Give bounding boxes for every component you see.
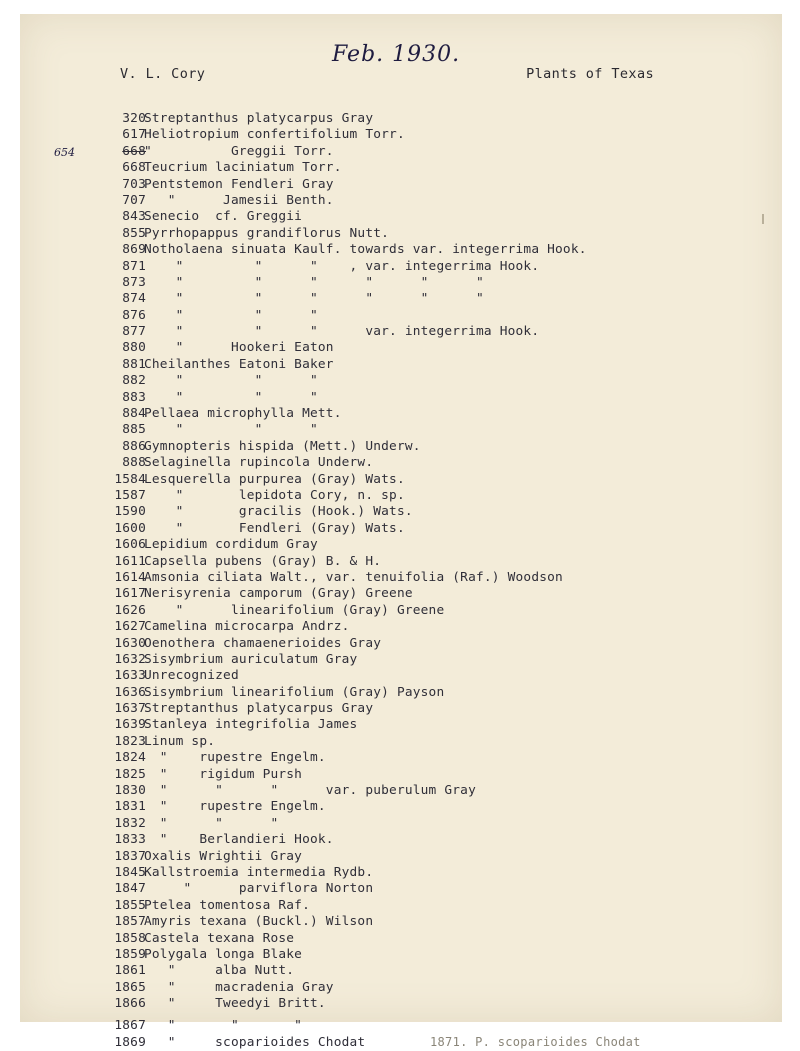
list-item [20,242,782,258]
collection-number: 1600 [114,520,146,536]
collection-number: 1832 [114,815,146,831]
species-name: " " " [144,389,318,405]
list-item [20,734,782,750]
list-item [20,996,782,1012]
species-name: Nerisyrenia camporum (Gray) Greene [144,586,413,602]
list-item [20,472,782,488]
collection-number: 1590 [114,504,146,520]
document-title: Plants of Texas [526,66,654,82]
collection-number: 1636 [114,684,146,700]
list-item [20,521,782,537]
list-item [20,275,782,291]
collection-number: 843 [122,209,146,225]
species-name: Heliotropium confertifolium Torr. [144,127,405,143]
species-name: Castela texana Rose [144,930,295,946]
list-item [20,111,782,127]
list-item [20,652,782,668]
species-name: " parviflora Norton [144,881,374,897]
species-name: " Fendleri (Gray) Wats. [144,520,405,536]
species-name: " " " " " " [144,291,484,307]
collection-number: 1824 [114,750,146,766]
collection-number: 703 [122,176,146,192]
list-item [20,340,782,356]
species-name: Selaginella rupincola Underw. [144,455,374,471]
collection-number: 1630 [114,635,146,651]
list-item [20,586,782,602]
collection-number: 1857 [114,914,146,930]
species-name: Oenothera chamaenerioides Gray [144,635,382,651]
list-item [20,849,782,865]
collection-number: 1626 [114,602,146,618]
species-name: Sisymbrium auriculatum Gray [144,651,358,667]
collection-number: 855 [122,225,146,241]
list-item [20,209,782,225]
species-name: Stanleya integrifolia James [144,717,358,733]
list-item [20,504,782,520]
collection-number: 1825 [114,766,146,782]
collection-number: 1866 [114,996,146,1012]
collection-number: 881 [122,356,146,372]
species-name: " " " var. puberulum Gray [144,783,476,799]
list-item [20,537,782,553]
species-name: Ptelea tomentosa Raf. [144,897,310,913]
species-name: Camelina microcarpa Andrz. [144,619,350,635]
collection-number: 1637 [114,701,146,717]
collection-number: 1617 [114,586,146,602]
list-item [20,963,782,979]
collection-number: 877 [122,324,146,340]
collection-number: 871 [122,258,146,274]
collection-number: 707 [122,192,146,208]
list-item [20,259,782,275]
list-item [20,636,782,652]
list-item [20,406,782,422]
list-item [20,1018,782,1034]
collection-number: 885 [122,422,146,438]
list-item [20,668,782,684]
list-item [20,373,782,389]
species-name: Pellaea microphylla Mett. [144,406,342,422]
species-name: " Tweedyi Britt. [144,996,326,1012]
species-name: Streptanthus platycarpus Gray [144,701,374,717]
species-name: " Greggii Torr. [144,143,334,159]
collection-number: 876 [122,307,146,323]
collection-number: 668 [122,160,146,176]
species-name: " " " [144,373,318,389]
list-item [20,324,782,340]
species-name: Sisymbrium linearifolium (Gray) Payson [144,684,445,700]
species-name: " gracilis (Hook.) Wats. [144,504,413,520]
species-name: Gymnopteris hispida (Mett.) Underw. [144,438,421,454]
species-name: Senecio cf. Greggii [144,209,303,225]
collection-number: 883 [122,389,146,405]
species-name: " " " var. integerrima Hook. [144,324,540,340]
collection-number: 1587 [114,487,146,503]
species-name: Oxalis Wrightii Gray [144,848,303,864]
species-name: " " " [144,815,279,831]
collection-number: 888 [122,455,146,471]
collection-number: 886 [122,438,146,454]
collection-number: 1831 [114,799,146,815]
list-item [20,226,782,242]
list-item [20,554,782,570]
collection-number: 1614 [114,569,146,585]
list-item [20,701,782,717]
list-item [20,881,782,897]
collection-number: 874 [122,291,146,307]
list-item [20,1035,782,1051]
collection-number: 668 [122,143,146,159]
collection-number: 320 [122,111,146,126]
species-name: Unrecognized [144,668,239,684]
collection-number: 1830 [114,783,146,799]
collection-number: 1833 [114,832,146,848]
list-item [20,308,782,324]
collection-number: 1869 [114,1034,146,1050]
collection-number: 1858 [114,930,146,946]
list-item [20,947,782,963]
species-name: " Hookeri Eaton [144,340,334,356]
collection-number: 873 [122,274,146,290]
species-name: " Jamesii Benth. [144,192,334,208]
species-name: Pyrrhopappus grandiflorus Nutt. [144,225,390,241]
species-name: " " " [144,307,318,323]
collection-number: 1627 [114,619,146,635]
collector-name: V. L. Cory [120,66,206,82]
species-name: " " " , var. integerrima Hook. [144,258,540,274]
list-item [20,193,782,209]
species-name: Capsella pubens (Gray) B. & H. [144,553,382,569]
species-name: Teucrium laciniatum Torr. [144,160,342,176]
list-item [20,127,782,143]
collection-number: 884 [122,406,146,422]
list-item [20,422,782,438]
collection-number: 1837 [114,848,146,864]
species-name: Linum sp. [144,733,216,749]
species-name: " alba Nutt. [144,963,295,979]
species-name: Kallstroemia intermedia Rydb. [144,864,374,880]
species-name: " " " [144,422,318,438]
collection-number: 1861 [114,963,146,979]
species-name: Pentstemon Fendleri Gray [144,176,334,192]
collection-number: 1611 [114,553,146,569]
collection-number: 617 [122,127,146,143]
list-item [20,865,782,881]
document-sheet [20,14,782,1050]
list-item [20,750,782,766]
species-name: Lesquerella purpurea (Gray) Wats. [144,471,405,487]
collection-number: 882 [122,373,146,389]
collection-number: 1867 [114,1018,146,1034]
collection-number: 1823 [114,733,146,749]
species-name: Amyris texana (Buckl.) Wilson [144,914,374,930]
list-item [20,931,782,947]
list-item [20,832,782,848]
species-name: Lepidium cordidum Gray [144,537,318,553]
list-item [20,455,782,471]
collection-number: 1847 [114,881,146,897]
specimen-list [20,111,782,1051]
species-name: " rigidum Pursh [144,766,303,782]
species-name: " rupestre Engelm. [144,750,326,766]
list-item [20,291,782,307]
margin-number: 654 [54,145,75,159]
species-name: " " " [144,1018,303,1034]
collection-number: 1632 [114,651,146,667]
species-name: Streptanthus platycarpus Gray [144,111,374,126]
list-item [20,783,782,799]
list-item [20,717,782,733]
collection-number: 1845 [114,864,146,880]
list-item [20,980,782,996]
collection-number: 1633 [114,668,146,684]
list-item [20,898,782,914]
list-item [20,685,782,701]
species-name: " macradenia Gray [144,979,334,995]
collection-number: 1584 [114,471,146,487]
species-name: Amsonia ciliata Walt., var. tenuifolia (Raf.) Woodson [144,569,563,585]
faint-note: 1871. P. scoparioides Chodat [430,1034,641,1049]
collection-number: 869 [122,242,146,258]
collection-number: 1855 [114,897,146,913]
collection-number: 880 [122,340,146,356]
list-item [20,570,782,586]
species-name: " scoparioides Chodat [144,1034,366,1050]
list-item [20,767,782,783]
list-item [20,160,782,176]
collection-number: 1859 [114,946,146,962]
list-item [20,619,782,635]
list-item [20,177,782,193]
list-item [20,390,782,406]
species-name: Polygala longa Blake [144,946,303,962]
list-item [20,144,782,160]
species-name: " lepidota Cory, n. sp. [144,487,405,503]
species-name: " rupestre Engelm. [144,799,326,815]
collection-number: 1865 [114,979,146,995]
species-name: Cheilanthes Eatoni Baker [144,356,334,372]
list-item [20,914,782,930]
list-item [20,603,782,619]
list-item [20,439,782,455]
collection-number: 1606 [114,537,146,553]
list-item [20,816,782,832]
species-name: " linearifolium (Gray) Greene [144,602,445,618]
list-item [20,357,782,373]
species-name: " Berlandieri Hook. [144,832,334,848]
handwritten-date: Feb. 1930. [332,42,461,67]
species-name: " " " " " " [144,274,484,290]
species-name: Notholaena sinuata Kaulf. towards var. integerrima Hook. [144,242,587,258]
list-item [20,488,782,504]
list-item [20,799,782,815]
collection-number: 1639 [114,717,146,733]
